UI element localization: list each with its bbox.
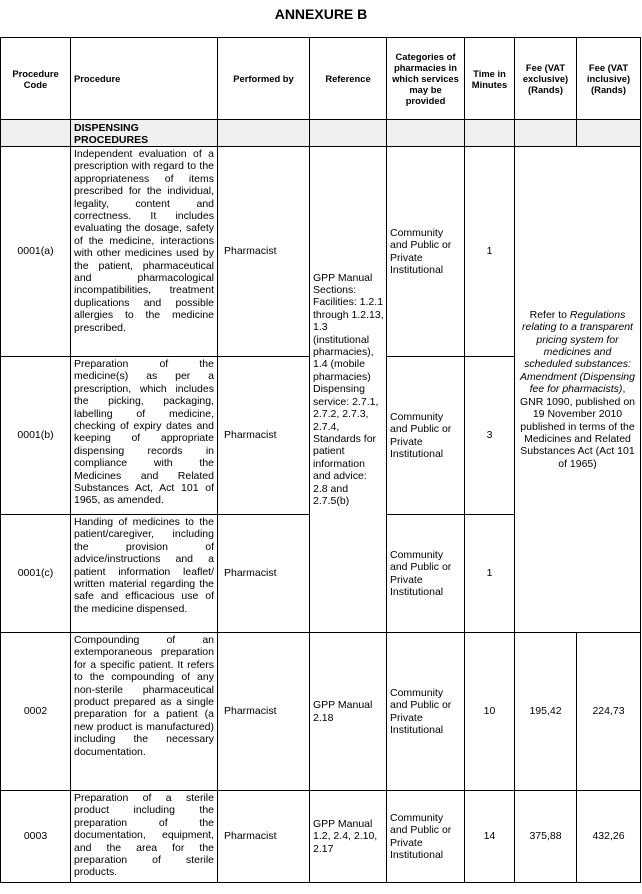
pharmacy-category: Community and Public or Private Institutional [387,515,465,633]
pharmacy-category: Community and Public or Private Institutional [387,791,465,883]
header-performed-by: Performed by [218,38,310,120]
reference: GPP Manual 1.2, 2.4, 2.10, 2.17 [310,791,387,883]
reference: GPP Manual 2.18 [310,633,387,791]
performed-by: Pharmacist [218,147,310,357]
shared-fee-note: Refer to Regulations relating to a transparent pricing system for medicines and scheduled substances: Amendment (Dispensing fee for pharmacists), GNR 1090, published on 19 November 2010 published in terms of the Medicines and Related Substances Act (Act 101 of 1965) [515,147,641,633]
procedure-code: 0001(c) [1,515,71,633]
header-fee-excl: Fee (VAT exclusive) (Rands) [515,38,577,120]
time-minutes: 14 [465,791,515,883]
header-time: Time in Minutes [465,38,515,120]
regulations-title: Regulations relating to a transparent pricing system for medicines and scheduled substances: Amendment (Dispensing fee for pharmacists) [520,308,635,396]
procedure-description: Preparation of the medicine(s) as per a prescription, which includes the picking, packaging, labelling of medicine, checking of expiry dates and keeping of appropriate dispensing records in compliance with the Medicines and Related Substances Act, Act 101 of 1965, as amended. [71,357,218,515]
procedure-description: Handing of medicines to the patient/caregiver, including the provision of advice/instructions and a patient information leaflet/ written material regarding the safe and efficacious use of the medicine dispensed. [71,515,218,633]
procedure-code: 0003 [1,791,71,883]
procedure-description: Independent evaluation of a prescription with regard to the appropriateness of items prescribed for the individual, legality, content and correctness. It includes evaluating the dosage, safety of the medicine, interactions with other medicines used by the patient, pharmaceutical and pharmacological incompatibilities, treatment duplications and possible allergies to the medicine prescribed. [71,147,218,357]
performed-by: Pharmacist [218,791,310,883]
section-row [1,120,641,147]
table-row [1,147,641,357]
procedure-description: Compounding of an extemporaneous preparation for a specific patient. It refers to the compounding of any non-sterile pharmaceutical product prepared as a single preparation for a patient (a new product is manufactured) including the necessary documentation. [71,633,218,791]
procedure-code: 0001(b) [1,357,71,515]
time-minutes: 1 [465,515,515,633]
performed-by: Pharmacist [218,633,310,791]
fee-vat-inclusive: 224,73 [577,633,641,791]
shared-reference: GPP Manual Sections: Facilities: 1.2.1 through 1.2.13, 1.3 (institutional pharmacies), 1.4 (mobile pharmacies) Dispensing service: 2.7.1, 2.7.2, 2.7.3, 2.7.4, Standards for patient information and advice: 2.8 and 2.7.5(b) [310,147,387,633]
section-title: DISPENSING PROCEDURES [71,120,218,147]
procedure-code: 0001(a) [1,147,71,357]
header-reference: Reference [310,38,387,120]
header-categories: Categories of pharmacies in which services may be provided [387,38,465,120]
pharmacy-category: Community and Public or Private Institutional [387,633,465,791]
header-fee-incl: Fee (VAT inclusive) (Rands) [577,38,641,120]
procedure-description: Preparation of a sterile product including the preparation of the documentation, equipment, and the area for the preparation of sterile products. [71,791,218,883]
pharmacy-category: Community and Public or Private Institutional [387,147,465,357]
fee-vat-exclusive: 375,88 [515,791,577,883]
time-minutes: 1 [465,147,515,357]
performed-by: Pharmacist [218,515,310,633]
procedure-code: 0002 [1,633,71,791]
fee-vat-inclusive: 432,26 [577,791,641,883]
header-procedure-code: Procedure Code [1,38,71,120]
table-row [1,633,641,791]
fee-vat-exclusive: 195,42 [515,633,577,791]
time-minutes: 3 [465,357,515,515]
header-procedure: Procedure [71,38,218,120]
pharmacy-category: Community and Public or Private Institutional [387,357,465,515]
time-minutes: 10 [465,633,515,791]
performed-by: Pharmacist [218,357,310,515]
header-row [1,38,641,120]
procedure-table [0,37,641,883]
page-title: ANNEXURE B [274,6,368,22]
table-row [1,791,641,883]
